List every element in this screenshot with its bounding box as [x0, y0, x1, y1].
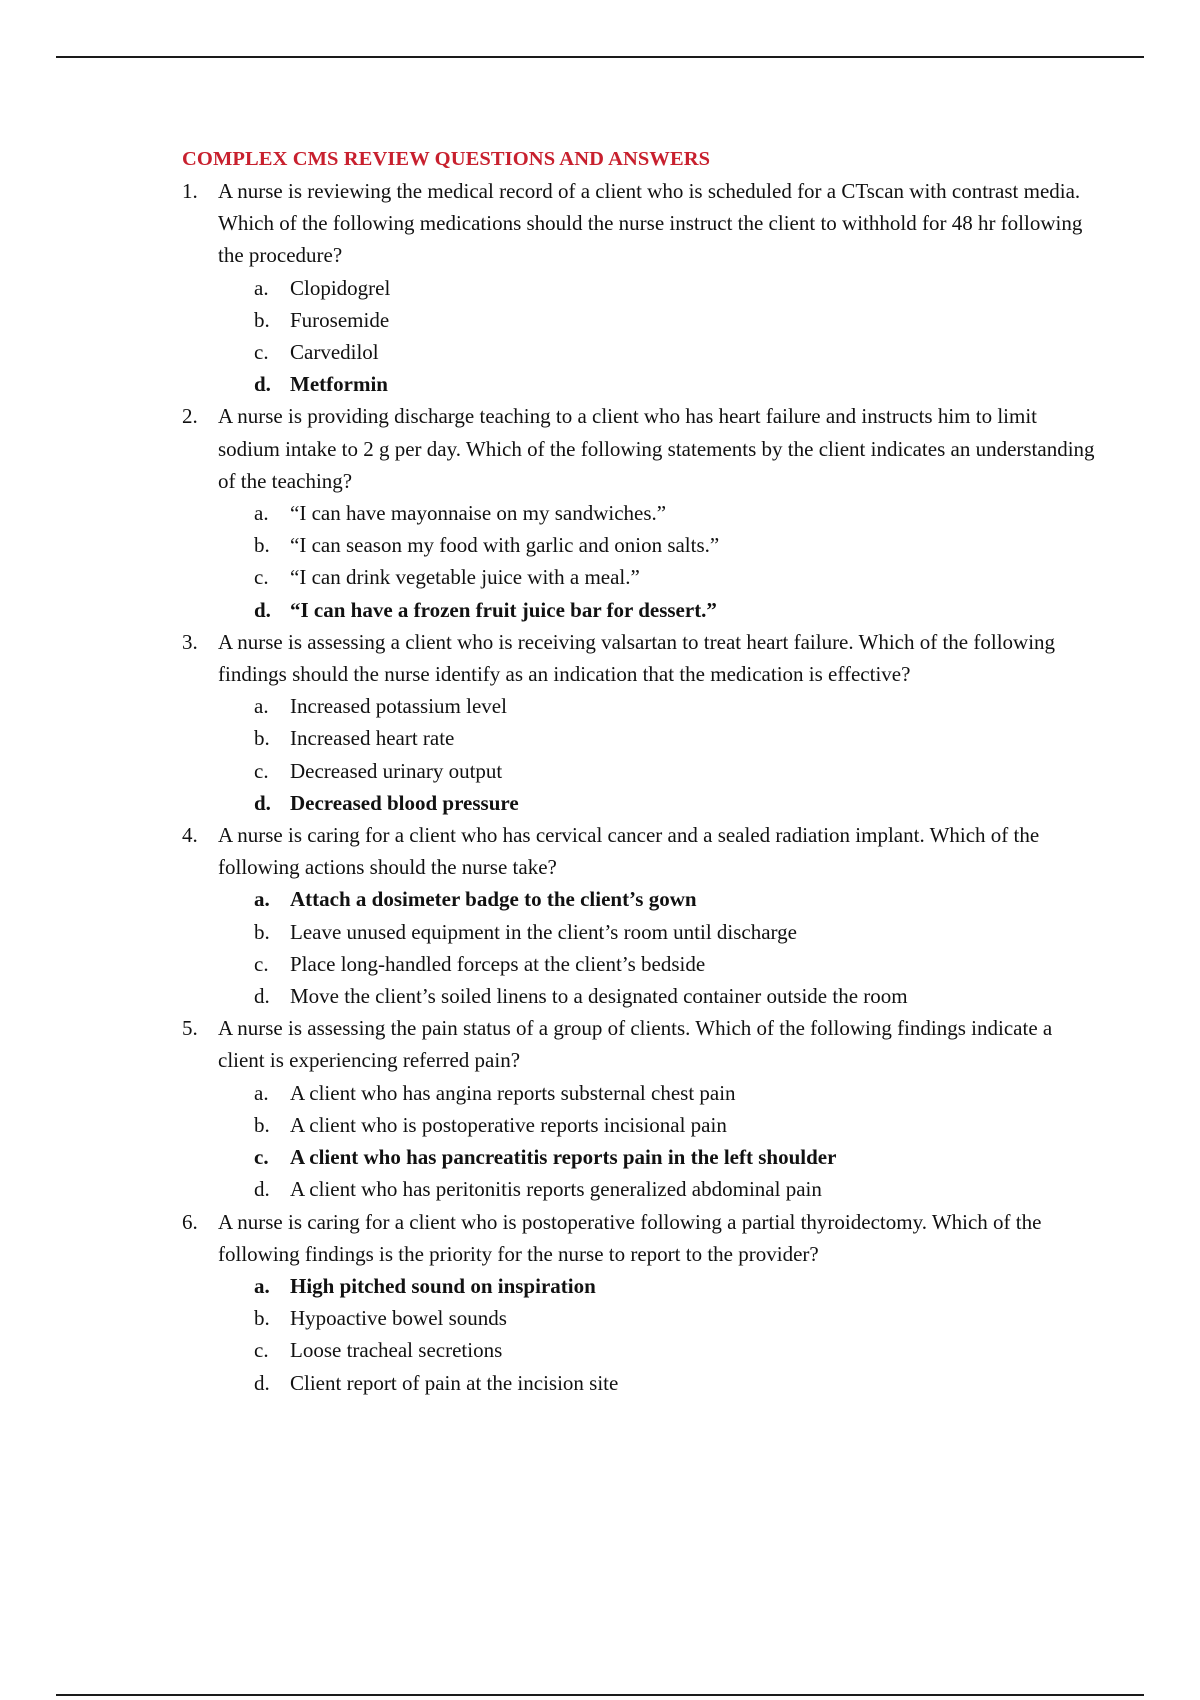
- option-text: Leave unused equipment in the client’s room until discharge: [290, 919, 797, 944]
- answer-options: [218, 497, 1102, 626]
- option-letter: b.: [254, 1306, 270, 1331]
- option-text: Attach a dosimeter badge to the client’s gown: [290, 887, 697, 912]
- option-text: Furosemide: [290, 307, 390, 332]
- option-letter: a.: [254, 1273, 270, 1298]
- question-item: [182, 175, 1102, 400]
- correct-answer-option: [254, 1270, 1102, 1302]
- option-text: “I can drink vegetable juice with a meal.”: [290, 565, 640, 590]
- question-item: [182, 819, 1102, 1012]
- top-rule: [56, 56, 1144, 58]
- option-text: Increased potassium level: [290, 694, 507, 719]
- option-letter: c.: [254, 565, 269, 590]
- option-letter: b.: [254, 919, 270, 944]
- answer-option: [254, 1077, 1102, 1109]
- option-letter: b.: [254, 533, 270, 558]
- option-text: A client who has pancreatitis reports pain in the left shoulder: [290, 1145, 837, 1170]
- question-text: A nurse is caring for a client who is postoperative following a partial thyroidectomy. Which of the following findings is the priority for the nurse to report to the provider?: [218, 1209, 1042, 1266]
- option-letter: d.: [254, 984, 270, 1009]
- option-letter: c.: [254, 951, 269, 976]
- option-text: Clopidogrel: [290, 275, 391, 300]
- option-letter: c.: [254, 758, 269, 783]
- correct-answer-option: [254, 1141, 1102, 1173]
- question-number: 4.: [182, 823, 198, 848]
- option-text: Decreased urinary output: [290, 758, 503, 783]
- correct-answer-option: [254, 368, 1102, 400]
- question-text: A nurse is reviewing the medical record of a client who is scheduled for a CTscan with contrast media. Which of the following medications should the nurse instruct the client to withhold for 48 hr following the procedure?: [218, 179, 1083, 268]
- option-letter: c.: [254, 1338, 269, 1363]
- question-item: [182, 1012, 1102, 1205]
- option-text: Place long-handled forceps at the client’s bedside: [290, 951, 706, 976]
- question-number: 5.: [182, 1016, 198, 1041]
- answer-option: [254, 1367, 1102, 1399]
- question-text: A nurse is assessing a client who is receiving valsartan to treat heart failure. Which of the following findings should the nurse identify as an indication that the medication is effective?: [218, 629, 1056, 687]
- option-letter: d.: [254, 372, 271, 397]
- answer-option: [254, 980, 1102, 1012]
- bottom-rule: [56, 1694, 1144, 1696]
- option-text: High pitched sound on inspiration: [290, 1273, 596, 1298]
- answer-option: [254, 948, 1102, 980]
- option-text: A client who is postoperative reports incisional pain: [290, 1112, 727, 1137]
- option-text: Increased heart rate: [290, 726, 455, 751]
- question-text: A nurse is caring for a client who has cervical cancer and a sealed radiation implant. Which of the following actions should the nurse take?: [218, 823, 1040, 880]
- question-list: [182, 175, 1102, 1399]
- option-text: A client who has peritonitis reports generalized abdominal pain: [290, 1177, 822, 1202]
- option-text: Decreased blood pressure: [290, 790, 519, 815]
- answer-option: [254, 304, 1102, 336]
- option-text: Carvedilol: [290, 340, 379, 365]
- answer-options: [218, 272, 1102, 401]
- answer-options: [218, 1270, 1102, 1399]
- option-text: Hypoactive bowel sounds: [290, 1306, 507, 1331]
- option-text: Metformin: [290, 372, 388, 397]
- answer-option: [254, 1109, 1102, 1141]
- answer-option: [254, 1173, 1102, 1205]
- option-text: Move the client’s soiled linens to a designated container outside the room: [290, 984, 908, 1009]
- answer-option: [254, 529, 1102, 561]
- option-text: “I can have mayonnaise on my sandwiches.”: [290, 501, 667, 526]
- correct-answer-option: [254, 883, 1102, 915]
- option-letter: c.: [254, 340, 269, 365]
- option-letter: d.: [254, 597, 271, 622]
- answer-options: [218, 1077, 1102, 1206]
- option-letter: d.: [254, 1370, 270, 1395]
- answer-option: [254, 916, 1102, 948]
- option-text: A client who has angina reports substernal chest pain: [290, 1080, 736, 1105]
- answer-option: [254, 561, 1102, 593]
- option-text: Client report of pain at the incision site: [290, 1370, 619, 1395]
- correct-answer-option: [254, 787, 1102, 819]
- correct-answer-option: [254, 594, 1102, 626]
- answer-option: [254, 272, 1102, 304]
- option-letter: a.: [254, 275, 269, 300]
- option-text: “I can season my food with garlic and onion salts.”: [290, 533, 720, 558]
- option-letter: d.: [254, 790, 271, 815]
- question-item: [182, 400, 1102, 625]
- answer-options: [218, 883, 1102, 1012]
- question-item: [182, 1206, 1102, 1399]
- answer-option: [254, 755, 1102, 787]
- question-item: [182, 626, 1102, 819]
- question-number: 3.: [182, 629, 198, 654]
- answer-option: [254, 1334, 1102, 1366]
- option-letter: a.: [254, 694, 269, 719]
- document-title: COMPLEX CMS REVIEW QUESTIONS AND ANSWERS: [182, 148, 711, 170]
- question-number: 1.: [182, 179, 198, 203]
- option-text: “I can have a frozen fruit juice bar for dessert.”: [290, 597, 717, 622]
- answer-option: [254, 497, 1102, 529]
- option-letter: a.: [254, 501, 269, 526]
- option-letter: a.: [254, 1080, 269, 1105]
- question-number: 6.: [182, 1209, 198, 1234]
- document-body: [182, 143, 1102, 1399]
- question-text: A nurse is assessing the pain status of a group of clients. Which of the following findings indicate a client is experiencing referred pain?: [218, 1016, 1053, 1073]
- answer-option: [254, 690, 1102, 722]
- option-letter: b.: [254, 726, 270, 751]
- question-number: 2.: [182, 404, 198, 429]
- answer-option: [254, 1302, 1102, 1334]
- option-letter: b.: [254, 1112, 270, 1137]
- answer-option: [254, 336, 1102, 368]
- option-letter: b.: [254, 307, 270, 332]
- option-letter: d.: [254, 1177, 270, 1202]
- option-text: Loose tracheal secretions: [290, 1338, 503, 1363]
- answer-option: [254, 722, 1102, 754]
- option-letter: a.: [254, 887, 270, 912]
- option-letter: c.: [254, 1145, 269, 1170]
- question-text: A nurse is providing discharge teaching to a client who has heart failure and instructs him to limit sodium intake to 2 g per day. Which of the following statements by the client indicates an understanding of the teaching?: [218, 404, 1095, 493]
- answer-options: [218, 690, 1102, 819]
